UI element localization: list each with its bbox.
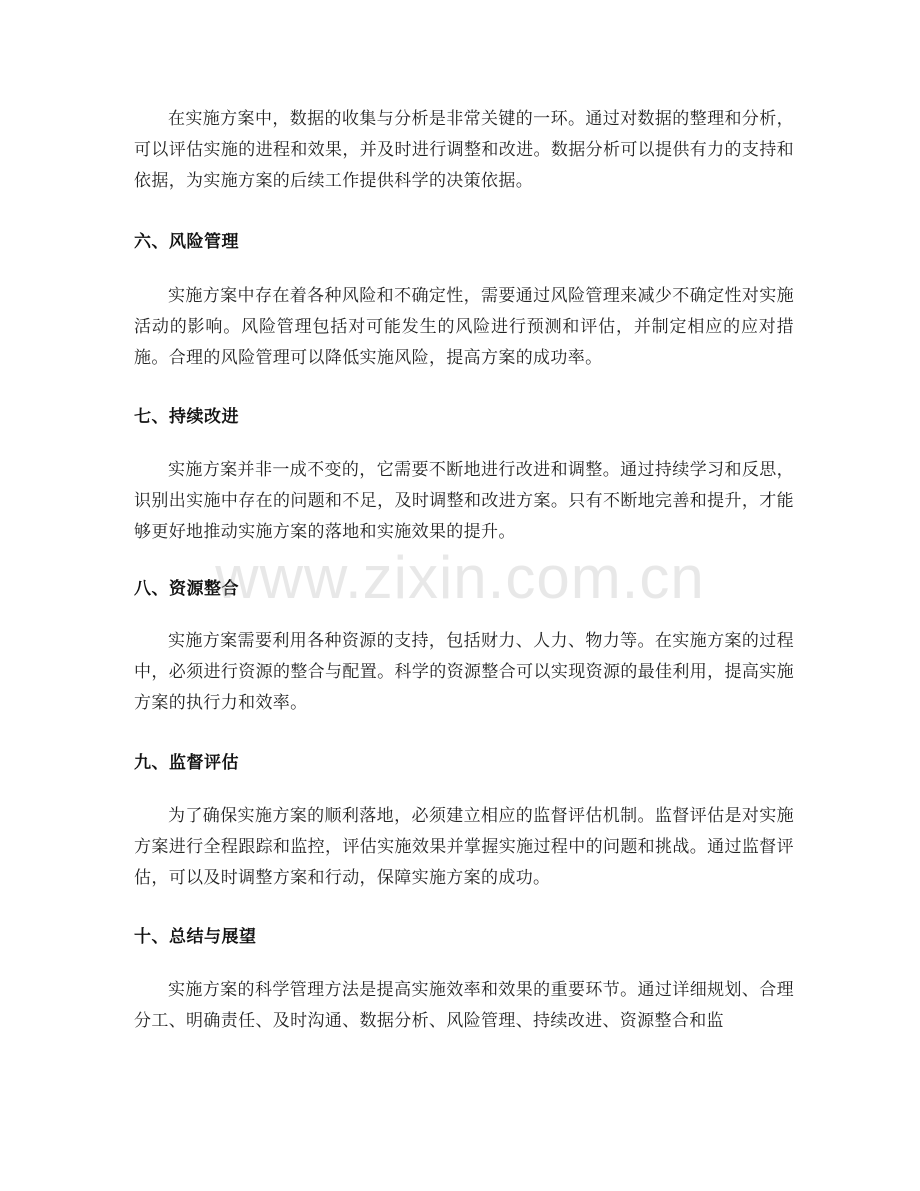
section-paragraph-supervision-evaluation: 为了确保实施方案的顺利落地，必须建立相应的监督评估机制。监督评估是对实施方案进行全程跟踪和监控，评估实施效果并掌握实施过程中的问题和挑战。通过监督评估，可以及时调整方案和行动，保障实施方案的成功。 [134,806,794,888]
section-paragraph-continuous-improvement: 实施方案并非一成不变的，它需要不断地进行改进和调整。通过持续学习和反思，识别出实施中存在的问题和不足，及时调整和改进方案。只有不断地完善和提升，才能够更好地推动实施方案的落地和实施效果的提升。 [134,460,794,542]
section-paragraph-resource-integration: 实施方案需要利用各种资源的支持，包括财力、人力、物力等。在实施方案的过程中，必须进行资源的整合与配置。科学的资源整合可以实现资源的最佳利用，提高实施方案的执行力和效率。 [134,631,794,713]
watermark-text: www.zixin.com.cn [215,544,705,611]
section-paragraph-summary-outlook: 实施方案的科学管理方法是提高实施效率和效果的重要环节。通过详细规划、合理分工、明确责任、及时沟通、数据分析、风险管理、持续改进、资源整合和监 [134,980,794,1031]
section-heading-resource-integration: 八、资源整合 [134,579,239,599]
section-paragraph-risk-management: 实施方案中存在着各种风险和不确定性，需要通过风险管理来减少不确定性对实施活动的影响。风险管理包括对可能发生的风险进行预测和评估，并制定相应的应对措施。合理的风险管理可以降低实施风险，提高方案的成功率。 [134,286,794,368]
section-heading-risk-management: 六、风险管理 [134,232,239,252]
section-heading-supervision-evaluation: 九、监督评估 [134,753,239,773]
section-heading-continuous-improvement: 七、持续改进 [134,407,239,427]
section-heading-summary-outlook: 十、总结与展望 [134,927,257,947]
intro-paragraph: 在实施方案中，数据的收集与分析是非常关键的一环。通过对数据的整理和分析，可以评估实施的进程和效果，并及时进行调整和改进。数据分析可以提供有力的支持和依据，为实施方案的后续工作提供科学的决策依据。 [134,109,794,191]
